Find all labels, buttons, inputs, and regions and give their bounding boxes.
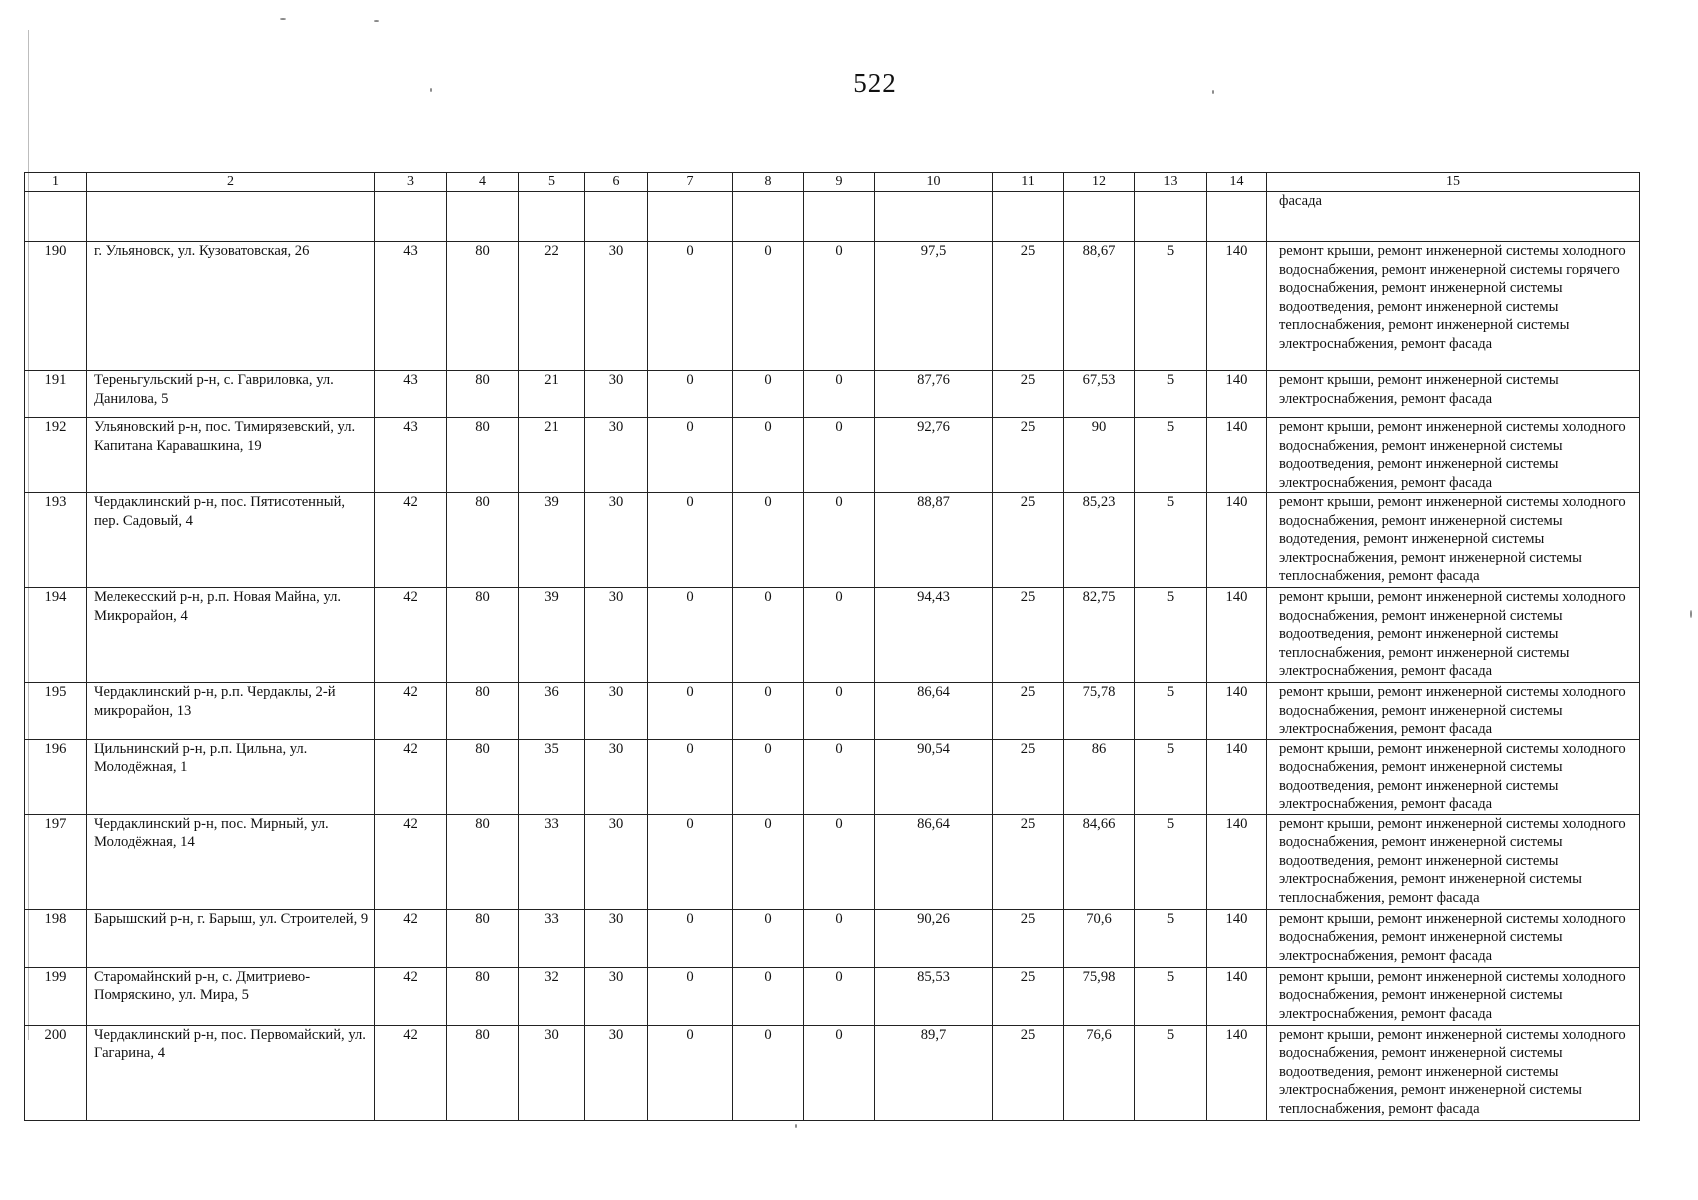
cell-col-8: 0 (733, 909, 804, 967)
cell-col-6: 30 (585, 683, 648, 740)
cell-col-6: 30 (585, 588, 648, 683)
cell-col-12: 70,6 (1064, 909, 1135, 967)
cell-col-11: 25 (993, 371, 1064, 418)
cell-col-8: 0 (733, 967, 804, 1025)
cell-work-types: ремонт крыши, ремонт инженерной системы холодного водоснабжения, ремонт инженерной системы водоотведения, ремонт инженерной системы электроснабжения, ремонт инженерной системы теплоснабжения, ремонт фасада (1267, 814, 1640, 909)
cell-col-13 (1135, 192, 1207, 242)
table-row (25, 814, 1640, 909)
cell-col-3: 42 (375, 1025, 447, 1120)
table-row (25, 909, 1640, 967)
cell-col-5: 21 (519, 418, 585, 493)
cell-col-7: 0 (648, 739, 733, 814)
table-row (25, 739, 1640, 814)
cell-col-4: 80 (447, 683, 519, 740)
cell-col-5: 35 (519, 739, 585, 814)
cell-col-14: 140 (1207, 242, 1267, 371)
cell-col-11: 25 (993, 493, 1064, 588)
cell-col-14: 140 (1207, 909, 1267, 967)
cell-col-12: 82,75 (1064, 588, 1135, 683)
cell-col-12: 75,78 (1064, 683, 1135, 740)
cell-col-4: 80 (447, 814, 519, 909)
cell-col-14: 140 (1207, 683, 1267, 740)
cell-col-6: 30 (585, 1025, 648, 1120)
cell-col-3: 42 (375, 967, 447, 1025)
cell-col-9: 0 (804, 683, 875, 740)
cell-address: Чердаклинский р-н, р.п. Чердаклы, 2-й микрорайон, 13 (87, 683, 375, 740)
cell-address: Чердаклинский р-н, пос. Первомайский, ул. Гагарина, 4 (87, 1025, 375, 1120)
cell-address: Барышский р-н, г. Барыш, ул. Строителей, 9 (87, 909, 375, 967)
cell-work-types: ремонт крыши, ремонт инженерной системы холодного водоснабжения, ремонт инженерной системы электроснабжения, ремонт фасада (1267, 909, 1640, 967)
cell-col-7: 0 (648, 683, 733, 740)
cell-row-number: 199 (25, 967, 87, 1025)
cell-col-11: 25 (993, 739, 1064, 814)
cell-work-types: ремонт крыши, ремонт инженерной системы холодного водоснабжения, ремонт инженерной системы горячего водоснабжения, ремонт инженерной системы водоотведения, ремонт инженерной системы теплоснабжения, ремонт инженерной системы электроснабжения, ремонт фасада (1267, 242, 1640, 371)
cell-col-8: 0 (733, 1025, 804, 1120)
scan-speck (374, 20, 379, 22)
cell-col-7: 0 (648, 588, 733, 683)
table-row (25, 418, 1640, 493)
cell-col-9: 0 (804, 588, 875, 683)
cell-col-14: 140 (1207, 588, 1267, 683)
cell-col-11: 25 (993, 967, 1064, 1025)
cell-col-8: 0 (733, 683, 804, 740)
cell-col-5 (519, 192, 585, 242)
cell-col-11: 25 (993, 814, 1064, 909)
cell-row-number: 192 (25, 418, 87, 493)
table-row (25, 371, 1640, 418)
page-number: 522 (853, 68, 897, 98)
cell-col-10: 89,7 (875, 1025, 993, 1120)
cell-col-3: 43 (375, 418, 447, 493)
cell-address: Старомайнский р-н, с. Дмитриево-Помряскино, ул. Мира, 5 (87, 967, 375, 1025)
cell-address: Чердаклинский р-н, пос. Мирный, ул. Молодёжная, 14 (87, 814, 375, 909)
cell-row-number: 195 (25, 683, 87, 740)
cell-col-12: 90 (1064, 418, 1135, 493)
cell-row-number: 194 (25, 588, 87, 683)
column-header: 7 (648, 173, 733, 192)
cell-col-13: 5 (1135, 683, 1207, 740)
cell-col-3: 42 (375, 739, 447, 814)
cell-address (87, 192, 375, 242)
cell-col-13: 5 (1135, 418, 1207, 493)
cell-col-6: 30 (585, 242, 648, 371)
cell-col-13: 5 (1135, 967, 1207, 1025)
cell-col-7: 0 (648, 967, 733, 1025)
cell-row-number: 190 (25, 242, 87, 371)
cell-col-7: 0 (648, 242, 733, 371)
cell-col-10: 90,26 (875, 909, 993, 967)
cell-col-8: 0 (733, 371, 804, 418)
table-row (25, 1025, 1640, 1120)
cell-col-13: 5 (1135, 493, 1207, 588)
cell-col-5: 22 (519, 242, 585, 371)
cell-row-number: 200 (25, 1025, 87, 1120)
cell-col-14: 140 (1207, 493, 1267, 588)
column-header-row (25, 173, 1640, 192)
cell-col-9: 0 (804, 242, 875, 371)
cell-row-number: 198 (25, 909, 87, 967)
table-body (25, 173, 1640, 1121)
column-header: 3 (375, 173, 447, 192)
cell-col-4: 80 (447, 371, 519, 418)
cell-col-9: 0 (804, 967, 875, 1025)
cell-col-3: 43 (375, 242, 447, 371)
column-header: 11 (993, 173, 1064, 192)
cell-col-4: 80 (447, 418, 519, 493)
cell-col-5: 36 (519, 683, 585, 740)
cell-col-11 (993, 192, 1064, 242)
cell-col-6: 30 (585, 418, 648, 493)
column-header: 1 (25, 173, 87, 192)
cell-col-11: 25 (993, 909, 1064, 967)
cell-col-13: 5 (1135, 371, 1207, 418)
cell-col-9: 0 (804, 1025, 875, 1120)
data-table (24, 172, 1640, 1121)
cell-col-13: 5 (1135, 588, 1207, 683)
cell-address: Чердаклинский р-н, пос. Пятисотенный, пер. Садовый, 4 (87, 493, 375, 588)
cell-col-9: 0 (804, 909, 875, 967)
cell-address: Цильнинский р-н, р.п. Цильна, ул. Молодёжная, 1 (87, 739, 375, 814)
cell-col-4: 80 (447, 493, 519, 588)
cell-work-types: фасада (1267, 192, 1640, 242)
cell-row-number: 191 (25, 371, 87, 418)
cell-col-11: 25 (993, 242, 1064, 371)
cell-col-8: 0 (733, 814, 804, 909)
column-header: 6 (585, 173, 648, 192)
table-row (25, 242, 1640, 371)
cell-col-14 (1207, 192, 1267, 242)
cell-col-3: 42 (375, 909, 447, 967)
table-row (25, 967, 1640, 1025)
cell-col-7: 0 (648, 493, 733, 588)
cell-col-10: 88,87 (875, 493, 993, 588)
cell-col-7: 0 (648, 418, 733, 493)
cell-col-5: 30 (519, 1025, 585, 1120)
column-header: 9 (804, 173, 875, 192)
cell-col-14: 140 (1207, 739, 1267, 814)
cell-col-7: 0 (648, 909, 733, 967)
column-header: 10 (875, 173, 993, 192)
cell-col-10: 90,54 (875, 739, 993, 814)
cell-work-types: ремонт крыши, ремонт инженерной системы холодного водоснабжения, ремонт инженерной системы электроснабжения, ремонт фасада (1267, 683, 1640, 740)
cell-col-13: 5 (1135, 814, 1207, 909)
cell-col-9: 0 (804, 814, 875, 909)
cell-col-6: 30 (585, 371, 648, 418)
cell-col-9: 0 (804, 739, 875, 814)
cell-col-6 (585, 192, 648, 242)
scan-speck (1212, 90, 1214, 94)
cell-col-10: 97,5 (875, 242, 993, 371)
cell-col-3 (375, 192, 447, 242)
cell-col-12: 76,6 (1064, 1025, 1135, 1120)
cell-col-6: 30 (585, 493, 648, 588)
scan-speck (280, 18, 286, 20)
column-header: 5 (519, 173, 585, 192)
cell-col-5: 32 (519, 967, 585, 1025)
cell-col-6: 30 (585, 909, 648, 967)
cell-row-number: 196 (25, 739, 87, 814)
cell-col-5: 21 (519, 371, 585, 418)
cell-row-number: 197 (25, 814, 87, 909)
cell-col-3: 42 (375, 493, 447, 588)
cell-col-11: 25 (993, 418, 1064, 493)
cell-col-7: 0 (648, 371, 733, 418)
cell-col-8: 0 (733, 242, 804, 371)
cell-work-types: ремонт крыши, ремонт инженерной системы холодного водоснабжения, ремонт инженерной системы водоотведения, ремонт инженерной системы электроснабжения, ремонт инженерной системы теплоснабжения, ремонт фасада (1267, 1025, 1640, 1120)
cell-col-8: 0 (733, 418, 804, 493)
cell-col-5: 39 (519, 493, 585, 588)
cell-col-9 (804, 192, 875, 242)
cell-col-12: 88,67 (1064, 242, 1135, 371)
cell-col-13: 5 (1135, 1025, 1207, 1120)
cell-col-10 (875, 192, 993, 242)
cell-col-7 (648, 192, 733, 242)
cell-col-14: 140 (1207, 418, 1267, 493)
table-row (25, 493, 1640, 588)
cell-col-10: 87,76 (875, 371, 993, 418)
cell-col-12 (1064, 192, 1135, 242)
scan-speck (795, 1124, 797, 1128)
cell-col-12: 86 (1064, 739, 1135, 814)
column-header: 15 (1267, 173, 1640, 192)
cell-col-8 (733, 192, 804, 242)
cell-col-3: 42 (375, 683, 447, 740)
cell-col-14: 140 (1207, 814, 1267, 909)
cell-col-4: 80 (447, 242, 519, 371)
cell-col-10: 86,64 (875, 683, 993, 740)
cell-work-types: ремонт крыши, ремонт инженерной системы электроснабжения, ремонт фасада (1267, 371, 1640, 418)
cell-col-4: 80 (447, 588, 519, 683)
cell-col-3: 43 (375, 371, 447, 418)
cell-col-9: 0 (804, 493, 875, 588)
cell-col-12: 67,53 (1064, 371, 1135, 418)
cell-col-4 (447, 192, 519, 242)
cell-col-13: 5 (1135, 242, 1207, 371)
cell-work-types: ремонт крыши, ремонт инженерной системы холодного водоснабжения, ремонт инженерной системы водоотведения, ремонт инженерной системы электроснабжения, ремонт фасада (1267, 418, 1640, 493)
cell-col-10: 85,53 (875, 967, 993, 1025)
cell-col-6: 30 (585, 739, 648, 814)
cell-address: Мелекесский р-н, р.п. Новая Майна, ул. Микрорайон, 4 (87, 588, 375, 683)
cell-address: Тереньгульский р-н, с. Гавриловка, ул. Данилова, 5 (87, 371, 375, 418)
cell-address: г. Ульяновск, ул. Кузоватовская, 26 (87, 242, 375, 371)
column-header: 4 (447, 173, 519, 192)
cell-col-5: 39 (519, 588, 585, 683)
cell-col-8: 0 (733, 493, 804, 588)
column-header: 2 (87, 173, 375, 192)
cell-col-7: 0 (648, 1025, 733, 1120)
cell-col-4: 80 (447, 909, 519, 967)
cell-col-4: 80 (447, 967, 519, 1025)
cell-col-9: 0 (804, 371, 875, 418)
cell-col-7: 0 (648, 814, 733, 909)
cell-col-6: 30 (585, 967, 648, 1025)
table-row (25, 192, 1640, 242)
table-row (25, 588, 1640, 683)
column-header: 8 (733, 173, 804, 192)
cell-row-number (25, 192, 87, 242)
cell-col-12: 84,66 (1064, 814, 1135, 909)
cell-col-11: 25 (993, 683, 1064, 740)
cell-work-types: ремонт крыши, ремонт инженерной системы холодного водоснабжения, ремонт инженерной системы водоотведения, ремонт инженерной системы электроснабжения, ремонт фасада (1267, 739, 1640, 814)
cell-col-8: 0 (733, 588, 804, 683)
cell-row-number: 193 (25, 493, 87, 588)
cell-col-3: 42 (375, 814, 447, 909)
cell-col-12: 85,23 (1064, 493, 1135, 588)
cell-col-5: 33 (519, 814, 585, 909)
column-header: 14 (1207, 173, 1267, 192)
cell-col-4: 80 (447, 739, 519, 814)
cell-col-12: 75,98 (1064, 967, 1135, 1025)
cell-col-8: 0 (733, 739, 804, 814)
cell-col-4: 80 (447, 1025, 519, 1120)
cell-col-13: 5 (1135, 909, 1207, 967)
cell-work-types: ремонт крыши, ремонт инженерной системы холодного водоснабжения, ремонт инженерной системы водотедения, ремонт инженерной системы электроснабжения, ремонт инженерной системы теплоснабжения, ремонт фасада (1267, 493, 1640, 588)
cell-work-types: ремонт крыши, ремонт инженерной системы холодного водоснабжения, ремонт инженерной системы электроснабжения, ремонт фасада (1267, 967, 1640, 1025)
scan-speck (1690, 610, 1692, 618)
cell-col-6: 30 (585, 814, 648, 909)
cell-address: Ульяновский р-н, пос. Тимирязевский, ул. Капитана Каравашкина, 19 (87, 418, 375, 493)
cell-col-14: 140 (1207, 1025, 1267, 1120)
cell-col-11: 25 (993, 1025, 1064, 1120)
cell-col-14: 140 (1207, 371, 1267, 418)
cell-col-10: 86,64 (875, 814, 993, 909)
column-header: 12 (1064, 173, 1135, 192)
cell-col-5: 33 (519, 909, 585, 967)
cell-col-10: 92,76 (875, 418, 993, 493)
cell-col-11: 25 (993, 588, 1064, 683)
table-row (25, 683, 1640, 740)
cell-col-10: 94,43 (875, 588, 993, 683)
cell-col-3: 42 (375, 588, 447, 683)
cell-col-9: 0 (804, 418, 875, 493)
column-header: 13 (1135, 173, 1207, 192)
cell-col-14: 140 (1207, 967, 1267, 1025)
cell-work-types: ремонт крыши, ремонт инженерной системы холодного водоснабжения, ремонт инженерной системы водоотведения, ремонт инженерной системы теплоснабжения, ремонт инженерной системы электроснабжения, ремонт фасада (1267, 588, 1640, 683)
scan-speck (430, 88, 432, 92)
cell-col-13: 5 (1135, 739, 1207, 814)
